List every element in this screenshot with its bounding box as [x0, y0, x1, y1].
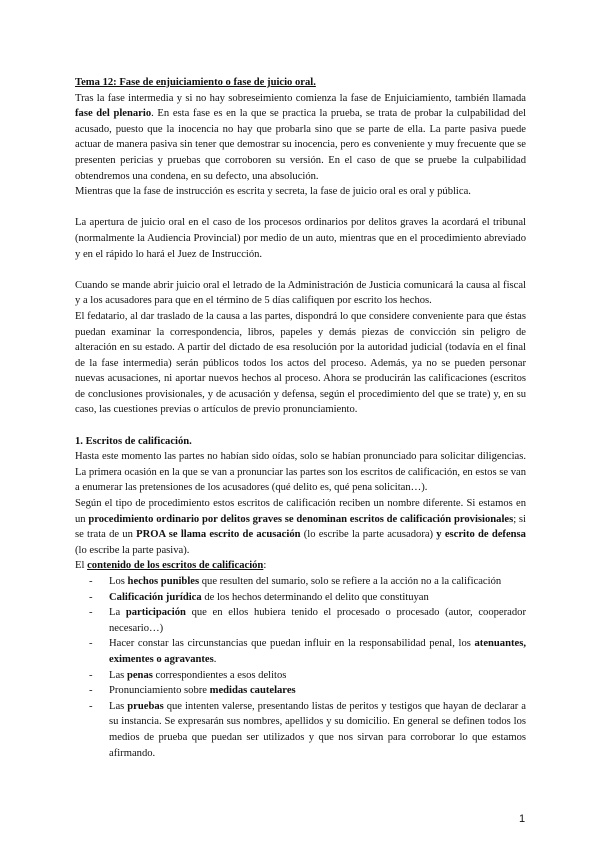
list-item: - Los hechos punibles que resulten del sumario, solo se refiere a la acción no a la calificación: [75, 574, 526, 590]
section-title: 1. Escritos de calificación.: [75, 435, 192, 447]
paragraph-fedatario: El fedatario, al dar traslado de la causa a las partes, dispondrá lo que considere conveniente para que éstas puedan examinar la correspondencia, libros, papeles y demás piezas de convicción sin peligro de alteración en su estado. A partir del dictado de esa resolución por la autoridad judicial (todavía en el final de la fase intermedia) serán públicos todos los actos del proceso. Además, ya no se pueden personar nuevas acusaciones, ni aportar nuevos hechos al proceso. Ahora se producirán las calificaciones (escritos de conclusiones provisionales, y de acusación y defensa, según el procedimiento del que se trate) y, en su caso, las cuestiones previas o artículos de previo pronunciamiento.: [75, 310, 526, 416]
list-item: - La participación que en ellos hubiera tenido el procesado o procesado (autor, cooperador necesario…): [75, 605, 526, 636]
paragraph-oral-publica: Mientras que la fase de instrucción es escrita y secreta, la fase de juicio oral es oral y pública.: [75, 186, 471, 198]
page-number: 1: [519, 813, 526, 825]
paragraph-tipos-escrito: Según el tipo de procedimiento estos escritos de calificación reciben un nombre diferente. Si estamos en un procedimiento ordinario por delitos graves se denominan escritos de calificación provisionales; si se trata de un PROA se llama escrito de acusación (lo escribe la parte acusadora) y escrito de defensa (lo escribe la parte pasiva).: [75, 498, 526, 556]
list-item: - Las penas correspondientes a esos delitos: [75, 668, 526, 684]
document-body: [75, 75, 526, 761]
list-item: - Calificación jurídica de los hechos determinando el delito que constituyan: [75, 590, 526, 606]
paragraph-apertura: La apertura de juicio oral en el caso de los procesos ordinarios por delitos graves la acordará el tribunal (normalmente la Audiencia Provincial) por medio de un auto, mientras que en el procedimiento abreviado y en el rápido lo hará el Juez de Instrucción.: [75, 217, 526, 260]
list-item: - Las pruebas que intenten valerse, presentando listas de peritos y testigos que hayan de declarar a su instancia. Se expresarán sus nombres, apellidos y su domicilio. En general se definen todos los medios de prueba que puedan ser utilizados y que nos sirvan para corroborar lo que estamos afirmando.: [75, 699, 526, 761]
paragraph-comunicacion: Cuando se mande abrir juicio oral el letrado de la Administración de Justicia comunicará la causa al fiscal y a los acusadores para que en el término de 5 días califiquen por escrito los hechos.: [75, 279, 526, 307]
list-item: - Pronunciamiento sobre medidas cautelares: [75, 683, 526, 699]
topic-title: Tema 12: Fase de enjuiciamiento o fase de juicio oral.: [75, 77, 316, 88]
list-item: - Hacer constar las circunstancias que puedan influir en la responsabilidad penal, los atenuantes, eximentes o agravantes.: [75, 636, 526, 667]
contenido-list: [75, 574, 526, 761]
paragraph-plenario: Tras la fase intermedia y si no hay sobreseimiento comienza la fase de Enjuiciamiento, también llamada fase del plenario. En esta fase es en la que se practica la prueba, se trata de probar la culpabilidad del acusado, puesto que la inocencia no hay que probarla sino que se parte de ella. La parte pasiva puede actuar de manera pasiva sin tener que demostrar su inocencia, pero es conveniente y muy frecuente que se presenten pericias y pruebas que corroboren su versión. En el caso de que se pruebe la culpabilidad obtendremos una condena, en su defecto, una absolución.: [75, 92, 526, 182]
paragraph-contenido-intro: El contenido de los escritos de calificación:: [75, 560, 267, 572]
paragraph-primera-ocasion: Hasta este momento las partes no habían sido oídas, solo se habían pronunciado para solicitar diligencias. La primera ocasión en la que se van a pronunciar las partes son los escritos de calificación, en estos se van a enumerar las pretensiones de los acusadores (qué delito es, qué pena solicitan…).: [75, 451, 526, 494]
